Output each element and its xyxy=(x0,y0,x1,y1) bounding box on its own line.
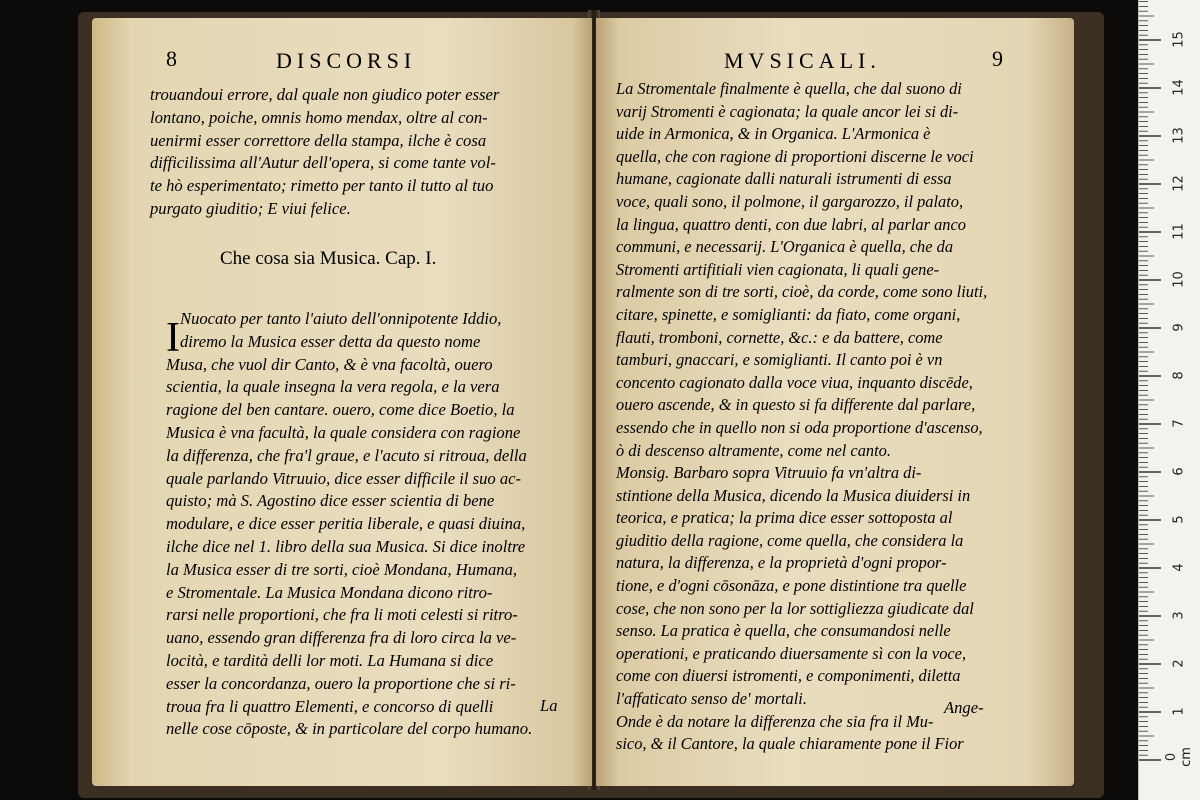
text-line: purgato giuditio; E viui felice. xyxy=(150,198,351,218)
text-line: te hò esperimentato; rimetto per tanto il tutto al tuo xyxy=(150,176,494,196)
drop-cap: I xyxy=(166,315,180,361)
text-line: Onde è da notare la differenza che sia fra il Mu- xyxy=(616,711,934,731)
text-line: sico, & il Cantore, la quale chiaramente pone il Fior xyxy=(616,734,964,754)
text-line: essendo che in quello non si oda proportione d'ascenso, xyxy=(616,417,983,437)
text-line: quella, che con ragione di proportioni discerne le voci xyxy=(616,146,974,166)
text-line: troua fra li quattro Elementi, e concorso di quelli xyxy=(166,696,494,716)
text-line: ouero ascende, & in questo si fa differente dal parlare, xyxy=(616,395,976,415)
text-line: rarsi nelle proportioni, che fra li moti celesti si ritro- xyxy=(166,605,518,625)
text-line: Monsig. Barbaro sopra Vitruuio fa vn'altra di- xyxy=(616,463,922,483)
ruler-label: 4 xyxy=(1171,563,1187,572)
text-line: senso. La pratica è quella, che consumandosi nelle xyxy=(616,621,951,641)
text-line: teorica, e pratica; la prima dice esser sottoposta al xyxy=(616,508,953,528)
right-running-head: MVSICALI. xyxy=(724,48,881,73)
text-line: uide in Armonica, & in Organica. L'Armonica è xyxy=(616,124,931,144)
ruler-ticks xyxy=(1139,0,1200,800)
text-line: voce, quali sono, il polmone, il gargarozzo, il palato, xyxy=(616,191,964,211)
text-line: esser la concordanza, ouero la proportione che si ri- xyxy=(166,673,516,693)
text-line: ilche dice nel 1. libro della sua Musica. Si dice inoltre xyxy=(166,536,526,556)
ruler-label: 15 xyxy=(1171,31,1187,48)
chapter-title: Che cosa sia Musica. Cap. I. xyxy=(220,248,437,269)
text-line: la lingua, quattro denti, con due labri, al parlar anco xyxy=(616,214,966,234)
ruler-label: 2 xyxy=(1171,659,1187,668)
text-line: communi, e necessarij. L'Organica è quella, che da xyxy=(616,237,954,257)
text-line: quale parlando Vitruuio, dice esser difficile il suo ac- xyxy=(166,468,522,488)
text-line: Stromenti artifitiali vien cagionata, li quali gene- xyxy=(616,259,940,279)
text-line: come con diuersi istromenti, e componimenti, diletta xyxy=(616,666,961,686)
left-catchword: La xyxy=(540,696,558,715)
text-line: cose, che non sono per la lor sottigliezza giudicate dal xyxy=(616,598,974,618)
ruler-label: 10 xyxy=(1171,271,1187,288)
left-preface-text xyxy=(150,84,499,221)
text-line: uenirmi esser correttore della stampa, ilche è cosa xyxy=(150,130,487,150)
text-line: tione, e d'ogni cōsonāza, e pone distintione tra quelle xyxy=(616,576,967,596)
text-line: difficilissima all'Autur dell'opera, si come tante vol- xyxy=(150,153,496,173)
text-line: locità, e tardità delli lor moti. La Humana si dice xyxy=(166,650,494,670)
text-line: uano, essendo gran differenza fra di loro circa la ve- xyxy=(166,628,517,648)
text-line: l'affaticato senso de' mortali. xyxy=(616,689,807,709)
text-line: Musa, che vuol dir Canto, & è vna facoltà, ouero xyxy=(166,354,493,374)
text-line: nelle cose cōposte, & in particolare del corpo humano. xyxy=(166,719,533,739)
ruler-label: 3 xyxy=(1171,611,1187,620)
text-line: quisto; mà S. Agostino dice esser scientia di bene xyxy=(166,491,495,511)
text-line: scientia, la quale insegna la vera regola, e la vera xyxy=(166,377,500,397)
text-line: ralmente son di tre sorti, cioè, da corde, come sono liuti, xyxy=(616,282,988,302)
ruler-label: 11 xyxy=(1171,223,1187,240)
ruler-label: 1 xyxy=(1171,707,1187,716)
text-line: ragione del ben cantare. ouero, come dice Boetio, la xyxy=(166,400,515,420)
ruler-label: 7 xyxy=(1171,419,1187,428)
ruler-label: 14 xyxy=(1171,79,1187,96)
right-page-number: 9 xyxy=(992,46,1003,71)
text-line: ò di descenso altramente, come nel canto. xyxy=(616,440,891,460)
text-line: flauti, tromboni, cornette, &c.: e da battere, come xyxy=(616,327,943,347)
text-line: Musica è vna facultà, la quale considera con ragione xyxy=(166,422,521,442)
text-line: la differenza, che fra'l graue, e l'acuto si ritroua, della xyxy=(166,445,527,465)
text-line: lontano, poiche, omnis homo mendax, oltre al con- xyxy=(150,107,488,127)
text-line: Nuocato per tanto l'aiuto dell'onnipotente Iddio, xyxy=(180,309,502,328)
measurement-ruler xyxy=(1138,0,1200,800)
text-line: trouandoui errore, dal quale non giudico poter esser xyxy=(150,85,500,104)
ruler-label: 5 xyxy=(1171,515,1187,524)
text-line: La Stromentale finalmente è quella, che dal suono di xyxy=(616,79,962,98)
text-line: tamburi, gnaccari, e somiglianti. Il canto poi è vn xyxy=(616,350,943,370)
text-line: citare, spinette, e somiglianti: da fiato, come organi, xyxy=(616,304,961,324)
left-body-text xyxy=(166,308,532,741)
text-line: stintione della Musica, dicendo la Musica diuidersi in xyxy=(616,485,971,505)
text-line: humane, cagionate dalli naturali istrumenti di essa xyxy=(616,169,952,189)
right-body-text xyxy=(616,78,987,756)
ruler-unit-label: 0 cm xyxy=(1164,747,1194,767)
text-line: natura, la differenza, e la proprietà d'ogni propor- xyxy=(616,553,947,573)
text-line: giuditio della ragione, come quella, che considera la xyxy=(616,530,964,550)
text-line: operationi, e praticando diuersamente sì con la voce, xyxy=(616,643,967,663)
text-line: varij Stromenti è cagionata; la quale ancor lei si di- xyxy=(616,101,959,121)
left-running-head: DISCORSI xyxy=(276,48,417,73)
ruler-label: 8 xyxy=(1171,371,1187,380)
text-line: la Musica esser di tre sorti, cioè Mondana, Humana, xyxy=(166,559,518,579)
text-line: e Stromentale. La Musica Mondana dicono ritro- xyxy=(166,582,493,602)
text-line: concento cagionato dalla voce viua, inquanto discēde, xyxy=(616,372,973,392)
text-line: diremo la Musica esser detta da questo nome xyxy=(180,331,481,351)
left-page-number: 8 xyxy=(166,46,177,71)
ruler-label: 12 xyxy=(1171,175,1187,192)
ruler-label: 6 xyxy=(1171,467,1187,476)
text-line: modulare, e dice esser peritia liberale, e quasi diuina, xyxy=(166,514,526,534)
ruler-label: 13 xyxy=(1171,127,1187,144)
ruler-label: 9 xyxy=(1171,323,1187,332)
right-catchword: Ange- xyxy=(944,698,984,717)
